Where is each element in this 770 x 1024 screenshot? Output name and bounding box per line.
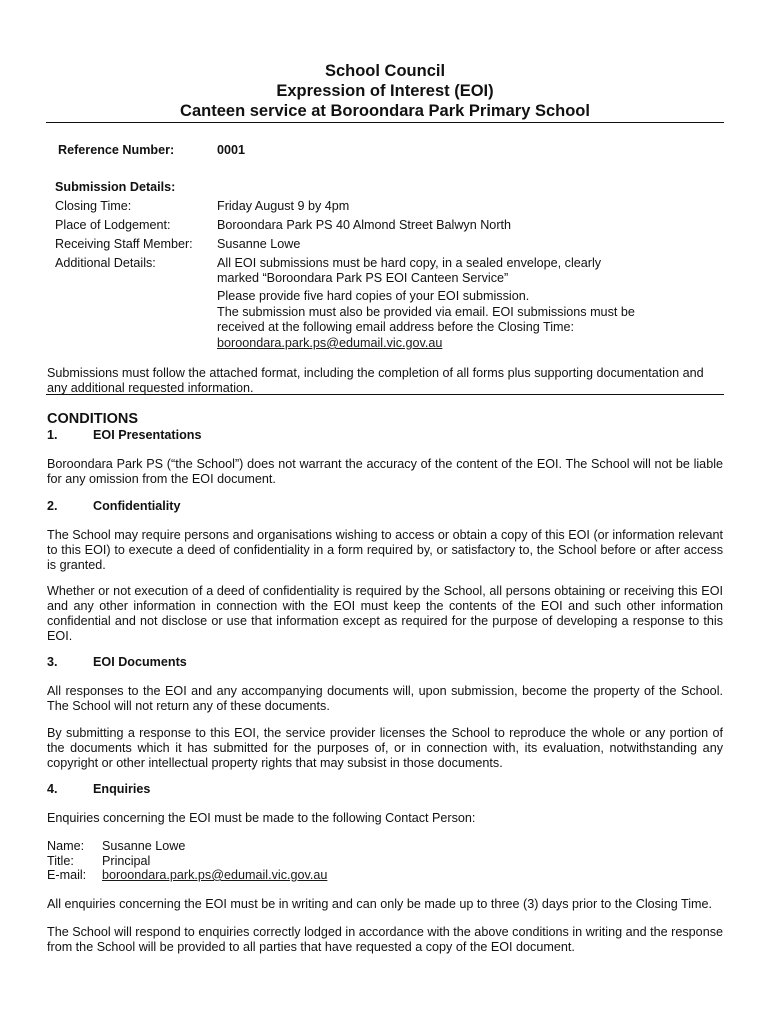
section-3-paragraph-2: By submitting a response to this EOI, the service provider licenses the School to reproduce the whole or any portion of the documents which it has submitted for the purposes of, or in connection with, its evaluation, notwithstanding any copyright or other intellectual property rights that may subsist in those documents. bbox=[47, 726, 723, 770]
section-2-number: 2. bbox=[47, 499, 58, 513]
reference-value: 0001 bbox=[217, 143, 246, 157]
place-of-lodgement-label: Place of Lodgement: bbox=[55, 218, 171, 232]
section-2-paragraph-1: The School may require persons and organisations wishing to access or obtain a copy of this EOI (or information relevant to this EOI) to execute a deed of confidentiality in a form required by, or satisfactory to, the School before or after access is granted. bbox=[47, 528, 723, 572]
section-2-title: Confidentiality bbox=[93, 499, 181, 513]
receiving-staff-value: Susanne Lowe bbox=[217, 237, 301, 251]
contact-email-link[interactable] bbox=[102, 868, 327, 883]
contact-title-label: Title: bbox=[47, 854, 74, 868]
conditions-heading: CONDITIONS bbox=[47, 411, 139, 427]
section-1-title: EOI Presentations bbox=[93, 428, 202, 442]
section-1-paragraph: Boroondara Park PS (“the School”) does not warrant the accuracy of the content of the EOI. The School will not be liable for any omission from the EOI document. bbox=[47, 457, 723, 486]
additional-details-text-3: The submission must also be provided via email. EOI submissions must be received at the following email address before the Closing Time: bbox=[217, 305, 635, 334]
document-title-line2: Expression of Interest (EOI) bbox=[276, 82, 494, 100]
closing-time-value: Friday August 9 by 4pm bbox=[217, 199, 350, 213]
closing-time-label: Closing Time: bbox=[55, 199, 132, 213]
section-3-title: EOI Documents bbox=[93, 655, 187, 669]
section-4-paragraph-1: Enquiries concerning the EOI must be made to the following Contact Person: bbox=[47, 811, 476, 825]
contact-email[interactable]: boroondara.park.ps@edumail.vic.gov.au bbox=[102, 868, 328, 882]
contact-email-label: E-mail: bbox=[47, 868, 87, 882]
section-1-number: 1. bbox=[47, 428, 58, 442]
section-2-paragraph-2: Whether or not execution of a deed of confidentiality is required by the School, all persons obtaining or receiving this EOI and any other information in connection with the EOI must keep the contents of the EOI and such other information confidential and not disclose or use that information except as required for the purpose of developing a response to this EOI. bbox=[47, 584, 723, 643]
submission-email-link[interactable] bbox=[217, 336, 442, 351]
additional-details-text-1: All EOI submissions must be hard copy, in a sealed envelope, clearly marked “Boroondara Park PS EOI Canteen Service” bbox=[217, 256, 602, 285]
document-title-line1: School Council bbox=[324, 62, 446, 80]
contact-name-label: Name: bbox=[47, 839, 85, 853]
additional-details-label: Additional Details: bbox=[55, 256, 156, 270]
additional-details-text-2: Please provide five hard copies of your EOI submission. bbox=[217, 289, 530, 303]
section-4-number: 4. bbox=[47, 782, 58, 796]
section-4-paragraph-3: The School will respond to enquiries correctly lodged in accordance with the above conditions in writing and the response from the School will be provided to all parties that have requested a copy of the EOI document. bbox=[47, 925, 723, 954]
submission-email[interactable]: boroondara.park.ps@edumail.vic.gov.au bbox=[217, 336, 443, 350]
section-3-number: 3. bbox=[47, 655, 58, 669]
place-of-lodgement-value: Boroondara Park PS 40 Almond Street Balwyn North bbox=[217, 218, 512, 232]
document-title-line3: Canteen service at Boroondara Park Primary School bbox=[180, 102, 590, 120]
section-4-paragraph-2: All enquiries concerning the EOI must be in writing and can only be made up to three (3) days prior to the Closing Time. bbox=[47, 897, 713, 911]
section-4-title: Enquiries bbox=[93, 782, 151, 796]
section-divider bbox=[46, 394, 724, 395]
title-divider bbox=[46, 122, 724, 123]
contact-title-value: Principal bbox=[102, 854, 151, 868]
submission-heading: Submission Details: bbox=[55, 180, 176, 194]
format-note: Submissions must follow the attached format, including the completion of all forms plus supporting documentation and any additional requested information. bbox=[47, 366, 704, 395]
reference-label: Reference Number: bbox=[58, 143, 175, 157]
section-3-paragraph-1: All responses to the EOI and any accompanying documents will, upon submission, become the property of the School. The School will not return any of these documents. bbox=[47, 684, 723, 713]
contact-name-value: Susanne Lowe bbox=[102, 839, 186, 853]
receiving-staff-label: Receiving Staff Member: bbox=[55, 237, 193, 251]
